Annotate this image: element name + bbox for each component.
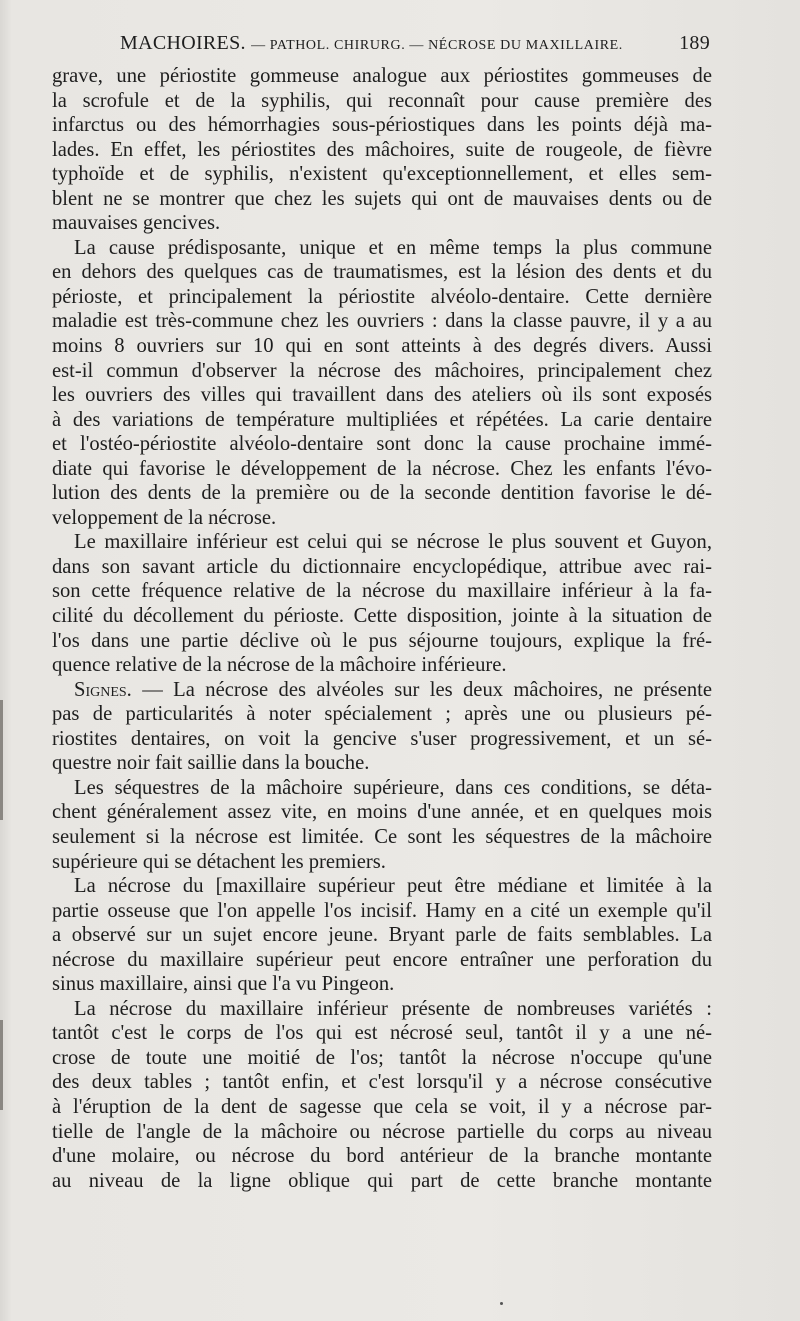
text-line: quence relative de la nécrose de la mâchoire inférieure.: [52, 654, 507, 677]
text-line: questre noir fait saillie dans la bouche.: [52, 752, 370, 775]
text-line: l'os dans une partie déclive où le pus séjourne toujours, explique la fré-: [52, 629, 712, 652]
text-line: moins 8 ouvriers sur 10 qui en sont atteints à des degrés divers. Aussi: [52, 335, 712, 358]
text-line: à des variations de température multipliées et répétées. La carie dentaire: [52, 408, 712, 431]
text-line: chent généralement assez vite, en moins d'une année, et en quelques mois: [52, 801, 712, 824]
text-line: La nécrose du maxillaire inférieur présente de nombreuses variétés :: [74, 997, 712, 1020]
text-line: [52, 678, 712, 703]
running-head-section: MACHOIRES.: [120, 32, 246, 54]
running-head: [52, 30, 712, 56]
text-line: la scrofule et de la syphilis, qui reconnaît pour cause première des: [52, 89, 712, 112]
text-line: riostites dentaires, on voit la gencive s'user progressivement, et un sé-: [52, 727, 712, 750]
text-line: sinus maxillaire, ainsi que l'a vu Pingeon.: [52, 973, 395, 996]
text-line: et l'ostéo-périostite alvéolo-dentaire sont donc la cause prochaine immé-: [52, 433, 712, 456]
text-line: d'une molaire, ou nécrose du bord antérieur de la branche montante: [52, 1145, 712, 1168]
text-line: Le maxillaire inférieur est celui qui se nécrose le plus souvent et Guyon,: [74, 531, 712, 554]
text-line: maladie est très-commune chez les ouvriers : dans la classe pauvre, il y a au: [52, 310, 712, 333]
text-line: en dehors des quelques cas de traumatismes, est la lésion des dents et du: [52, 261, 712, 284]
text-line: diate qui favorise le développement de la nécrose. Chez les enfants l'évo-: [52, 457, 712, 480]
text-line: mauvaises gencives.: [52, 212, 221, 235]
text-line: son cette fréquence relative de la nécrose du maxillaire inférieur à la fa-: [52, 580, 712, 603]
text-line: seulement si la nécrose est limitée. Ce sont les séquestres de la mâchoire: [52, 825, 712, 848]
text-line: lution des dents de la première ou de la seconde dentition favorise le dé-: [52, 482, 712, 505]
paper-speck: [500, 1302, 503, 1305]
text-line: veloppement de la nécrose.: [52, 506, 277, 529]
text-line: tielle de l'angle de la mâchoire ou nécrose partielle du corps au niveau: [52, 1120, 712, 1143]
text-line: crose de toute une moitié de l'os; tantôt la nécrose n'occupe qu'une: [52, 1046, 712, 1069]
text-line: périoste, et principalement la périostite alvéolo-dentaire. Cette dernière: [52, 285, 712, 308]
section-heading: Signes.: [74, 678, 132, 701]
text-line: nécrose du maxillaire supérieur peut encore entraîner une perforation du: [52, 948, 712, 971]
text-line: à l'éruption de la dent de sagesse que cela se voit, il y a nécrose par-: [52, 1095, 712, 1118]
text-line: La nécrose du [maxillaire supérieur peut être médiane et limitée à la: [74, 875, 712, 898]
text-line: pas de particularités à noter spécialement ; après une ou plusieurs pé-: [52, 703, 712, 726]
text-line: typhoïde et de syphilis, n'existent qu'exceptionnellement, et elles sem-: [52, 163, 712, 186]
text-line: dans son savant article du dictionnaire encyclopédique, attribue avec rai-: [52, 555, 712, 578]
text-line: blent ne se montrer que chez les sujets qui ont de mauvaises dents ou de: [52, 187, 712, 210]
running-head-title: [120, 30, 623, 59]
running-head-subtitle: — PATHOL. CHIRURG. — NÉCROSE DU MAXILLAIRE.: [251, 38, 623, 53]
margin-shadow: [0, 700, 3, 820]
text-line: des deux tables ; tantôt enfin, et c'est lorsqu'il y a nécrose consécutive: [52, 1071, 712, 1094]
text-line: supérieure qui se détachent les premiers.: [52, 850, 386, 873]
text-line: les ouvriers des villes qui travaillent dans des ateliers où ils sont exposés: [52, 384, 712, 407]
text-line: est-il commun d'observer la nécrose des mâchoires, principalement chez: [52, 359, 712, 382]
text-line: grave, une périostite gommeuse analogue aux périostites gommeuses de: [52, 65, 712, 87]
text-line: Les séquestres de la mâchoire supérieure, dans ces conditions, se déta-: [74, 776, 712, 799]
text-line: tantôt c'est le corps de l'os qui est nécrosé seul, tantôt il y a une né-: [52, 1022, 712, 1045]
text-line: infarctus ou des hémorrhagies sous-périostiques dans les points déjà ma-: [52, 114, 712, 137]
text-line: a observé sur un sujet encore jeune. Bryant parle de faits semblables. La: [52, 924, 712, 947]
text-line: lades. En effet, les périostites des mâchoires, suite de rougeole, de fièvre: [52, 138, 712, 161]
text-line: partie osseuse que l'on appelle l'os incisif. Hamy en a cité un exemple qu'il: [52, 899, 712, 922]
body-text: [52, 64, 712, 1193]
text-line-rest: — La nécrose des alvéoles sur les deux mâchoires, ne présente: [131, 678, 712, 701]
text-line: cilité du décollement du périoste. Cette disposition, jointe à la situation de: [52, 605, 712, 628]
text-line: au niveau de la ligne oblique qui part de cette branche montante: [52, 1169, 712, 1192]
page-number: 189: [679, 32, 710, 54]
text-line: La cause prédisposante, unique et en même temps la plus commune: [74, 236, 712, 259]
margin-shadow: [0, 1020, 3, 1110]
